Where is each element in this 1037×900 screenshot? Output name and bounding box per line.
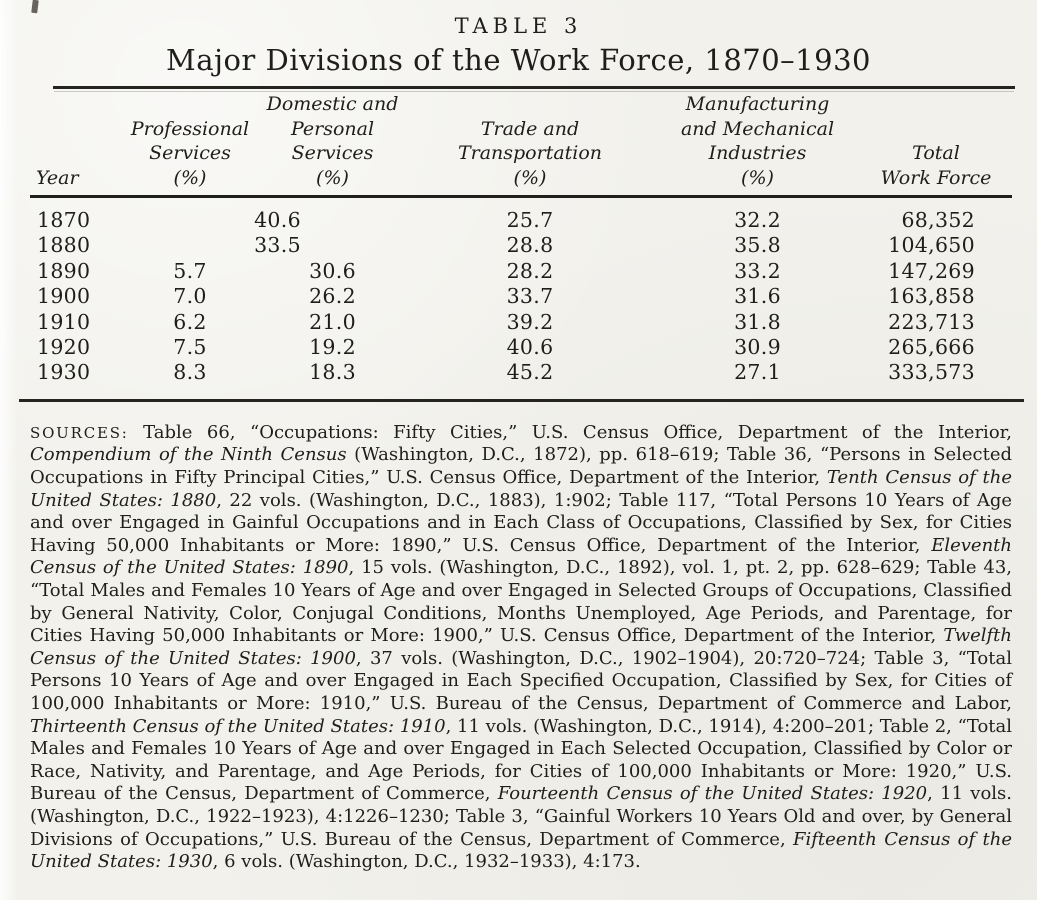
- column-header-line: Year: [36, 166, 79, 189]
- column-header-line: Transportation: [457, 142, 603, 164]
- cell-manufacturing: 31.8: [734, 309, 781, 334]
- column-header-line: (%): [173, 166, 207, 189]
- table-bottom-rule: [19, 399, 1024, 402]
- sources-segment: Tenth Census of the United States: 1880: [30, 467, 1012, 511]
- title-block: [0, 0, 1037, 78]
- cell-year: 1920: [37, 335, 91, 360]
- cell-trade: 39.2: [506, 309, 554, 334]
- cell-total: 223,713: [888, 309, 975, 334]
- sources-segment: , 37 vols. (Washington, D.C., 1902–1904), 20:720–724; Table 3, “Total Persons 10 Years of Age and over Engaged in Each Specified Occupation, Classified by Sex, for Cities of 100,000 Inhabitants or More: 1910,” U.S. Bureau of the Census, Department of Commerce and Labor,: [30, 647, 1012, 714]
- cell-manufacturing: 32.2: [734, 208, 781, 232]
- table-row: [30, 284, 1012, 309]
- sources-text: [30, 422, 1012, 872]
- table-header: [30, 92, 1012, 197]
- cell-professional-domestic-combined: 33.5: [254, 233, 301, 258]
- column-header-line: Total: [912, 142, 960, 164]
- column-header-line: Trade and: [480, 117, 580, 140]
- cell-trade: 28.8: [506, 233, 554, 258]
- column-header-year: [30, 92, 120, 197]
- cell-domestic: 30.6: [309, 258, 356, 283]
- column-header-total: [860, 92, 1012, 197]
- cell-domestic: 19.2: [309, 335, 356, 360]
- cell-trade: 28.2: [506, 258, 554, 283]
- table-row: [30, 233, 1012, 258]
- cell-year: 1890: [37, 258, 91, 283]
- cell-total: 147,269: [888, 258, 975, 283]
- cell-manufacturing: 33.2: [734, 258, 781, 283]
- column-header-line: Professional: [130, 117, 250, 140]
- column-header-trade: [405, 92, 655, 197]
- sources-segment: , 6 vols. (Washington, D.C., 1932–1933), 4:173.: [212, 851, 641, 873]
- column-header-line: and Mechanical: [680, 117, 835, 140]
- cell-professional: 7.5: [173, 335, 207, 360]
- column-header-domestic: [260, 92, 405, 197]
- cell-total: 163,858: [888, 284, 975, 309]
- cell-professional: 8.3: [173, 360, 207, 385]
- cell-manufacturing: 31.6: [734, 284, 781, 309]
- cell-total: 333,573: [888, 360, 975, 385]
- cell-manufacturing: 27.1: [734, 360, 781, 385]
- cell-year: 1870: [37, 208, 91, 232]
- cell-manufacturing: 35.8: [734, 233, 781, 258]
- cell-trade: 40.6: [506, 335, 554, 360]
- cell-trade: 25.7: [506, 208, 554, 232]
- cell-total: 68,352: [901, 208, 975, 232]
- sources-segment: , 22 vols. (Washington, D.C., 1883), 1:902; Table 117, “Total Persons 10 Years of Age and over Engaged in Gainful Occupations and in Each Class of Occupations, Classified by Sex, for Cities Having 50,000 Inhabitants or More: 1890,” U.S. Census Office, Department of the Interior,: [30, 489, 1013, 556]
- column-header-line: (%): [316, 166, 349, 189]
- table-row: [30, 360, 1012, 398]
- cell-year: 1880: [37, 233, 91, 258]
- sources-segment: (Washington, D.C., 1872), pp. 618–619; Table 36, “Persons in Selected Occupations in Fifty Principal Cities,” U.S. Census Office, Department of the Interior,: [30, 444, 1012, 489]
- cell-total: 265,666: [888, 335, 975, 360]
- column-header-line: Services: [149, 142, 231, 164]
- cell-domestic: 18.3: [309, 360, 356, 385]
- cell-professional: 7.0: [173, 284, 207, 309]
- sources-segment: Compendium of the Ninth Census: [30, 444, 347, 466]
- page-title: Major Divisions of the Work Force, 1870–1930: [166, 43, 871, 77]
- column-header-line: Services: [291, 142, 374, 164]
- cell-year: 1910: [37, 309, 91, 334]
- cell-domestic: 26.2: [309, 284, 356, 309]
- column-header-line: Industries: [708, 142, 807, 164]
- table-row: [30, 335, 1012, 360]
- column-header-line: (%): [513, 166, 547, 189]
- cell-professional: 5.7: [173, 258, 207, 283]
- column-header-manufacturing: [655, 92, 860, 197]
- table-row: [30, 259, 1012, 284]
- cell-year: 1900: [37, 284, 91, 309]
- work-force-table: [30, 92, 1012, 399]
- column-header-line: Domestic and: [266, 93, 399, 115]
- sources-section: [30, 422, 1012, 874]
- cell-trade: 45.2: [506, 360, 554, 385]
- column-header-professional: [120, 92, 260, 197]
- table-row: [30, 310, 1012, 335]
- sources-segment: , 15 vols. (Washington, D.C., 1892), vol. 1, pt. 2, pp. 628–629; Table 43, “Total Males and Females 10 Years of Age and over Engaged in Selected Groups of Occupations, Classified by General Nativity, Color, Conjugal Conditions, Months Unemployed, Age Periods, and Parentage, for Cities Having 50,000 Inhabitants or More: 1900,” U.S. Census Office, Department of the Interior,: [30, 557, 1013, 647]
- sources-segment: , 11 vols. (Washington, D.C., 1914), 4:200–201; Table 2, “Total Males and Females 10 Years of Age and over Engaged in Each Selected Occupation, Classified by Color or Race, Nativity, and Parentage, and Age Periods, for Cities of 100,000 Inhabitants or More: 1920,” U.S. Bureau of the Census, Department of Commerce,: [30, 715, 1013, 805]
- sources-segment: Fifteenth Census of the United States: 1930: [30, 828, 1013, 873]
- sources-segment: SOURCES:: [30, 423, 129, 442]
- cell-domestic: 21.0: [309, 309, 356, 334]
- table-label: TABLE 3: [454, 14, 583, 38]
- sources-segment: Fourteenth Census of the United States: 1920: [497, 783, 928, 805]
- column-header-line: Work Force: [880, 166, 992, 189]
- sources-segment: , 11 vols. (Washington, D.C., 1922–1923), 4:1226–1230; Table 3, “Gainful Workers 10 Years Old and over, by General Divisions of Occupations,” U.S. Bureau of the Census, Department of Commerce,: [30, 783, 1013, 850]
- table-body: [30, 197, 1012, 399]
- sources-segment: Twelfth Census of the United States: 1900: [30, 625, 1012, 669]
- cell-year: 1930: [37, 360, 91, 385]
- cell-professional: 6.2: [173, 309, 207, 334]
- column-header-line: Personal: [290, 117, 375, 140]
- table-header-row: [30, 92, 1012, 197]
- cell-professional-domestic-combined: 40.6: [254, 208, 301, 232]
- cell-total: 104,650: [888, 233, 975, 258]
- title-divider-rule: [53, 86, 1015, 89]
- cell-manufacturing: 30.9: [734, 335, 781, 360]
- sources-segment: Thirteenth Census of the United States: 1910: [30, 715, 446, 737]
- table-row: [30, 197, 1012, 234]
- sources-segment: Table 66, “Occupations: Fifty Cities,” U.S. Census Office, Department of the Interior,: [128, 421, 1012, 443]
- sources-segment: Eleventh Census of the United States: 1890: [30, 534, 1012, 579]
- column-header-line: (%): [741, 166, 774, 189]
- column-header-line: Manufacturing: [685, 93, 830, 115]
- cell-trade: 33.7: [506, 284, 554, 309]
